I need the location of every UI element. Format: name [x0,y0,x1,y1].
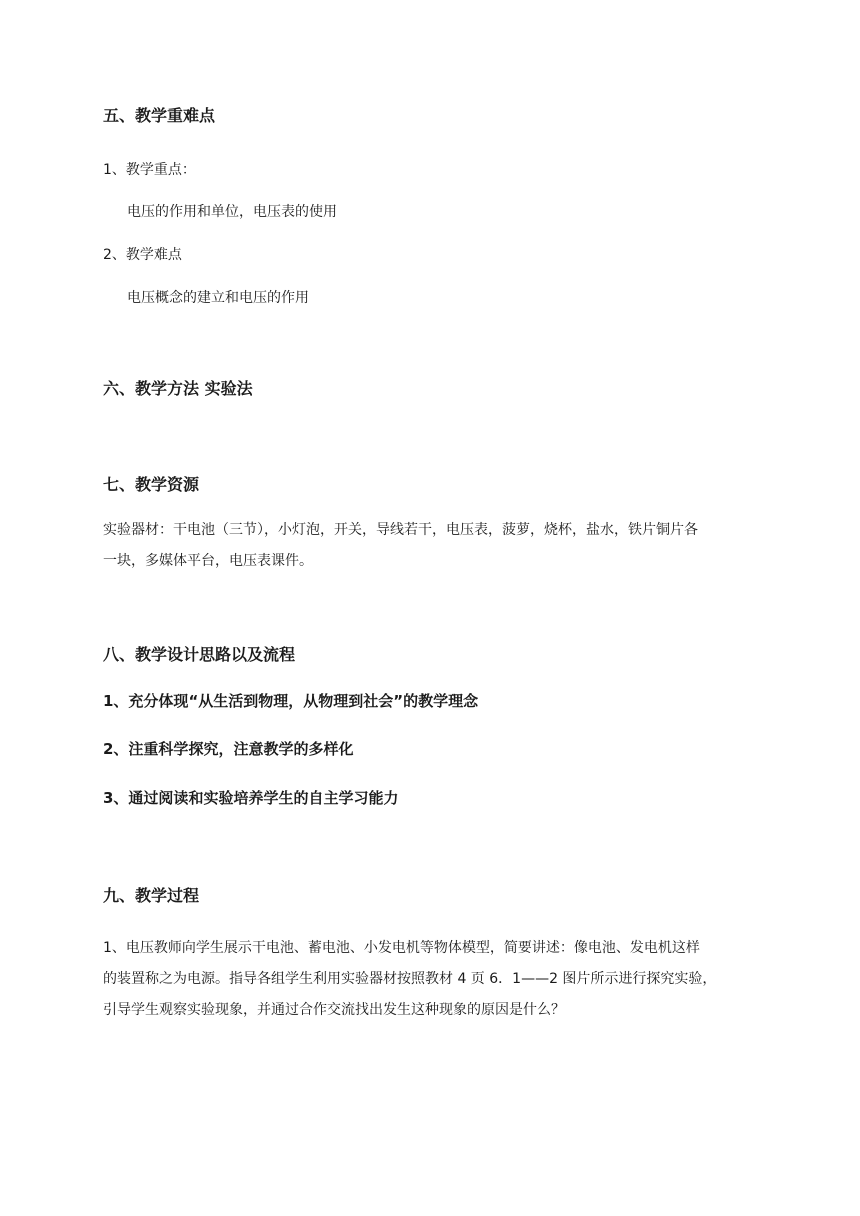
section-9-line-3: 引导学生观察实验现象，并通过合作交流找出发生这种现象的原因是什么？ [103,1002,565,1018]
section-5-item-1-text: 电压的作用和单位，电压表的使用 [127,204,337,220]
section-9-line-1: 1、电压教师向学生展示干电池、蓄电池、小发电机等物体模型，简要讲述：像电池、发电机这样 [103,940,700,956]
section-5-item-2-label: 2、教学难点 [103,247,182,263]
section-8-heading: 八、教学设计思路以及流程 [103,645,296,664]
section-7-heading: 七、教学资源 [103,475,200,494]
section-5-item-2-text: 电压概念的建立和电压的作用 [127,290,309,306]
section-7-line-1: 实验器材：干电池（三节），小灯泡，开关，导线若干，电压表，菠萝，烧杯，盐水，铁片铜片各 [103,522,698,538]
section-9-heading: 九、教学过程 [103,886,200,905]
section-9-line-2: 的装置称之为电源。指导各组学生利用实验器材按照教材 4 页 6．1——2 图片所示进行探究实验， [103,971,717,987]
section-6-heading: 六、教学方法 实验法 [103,379,253,398]
section-7-line-2: 一块，多媒体平台，电压表课件。 [103,553,313,569]
section-5-heading: 五、教学重难点 [103,106,216,125]
section-8-item-2: 2、注重科学探究，注意教学的多样化 [103,740,354,758]
section-8-item-1: 1、充分体现“从生活到物理，从物理到社会”的教学理念 [103,692,479,710]
section-5-item-1-label: 1、教学重点： [103,162,196,178]
section-8-item-3: 3、通过阅读和实验培养学生的自主学习能力 [103,789,399,807]
